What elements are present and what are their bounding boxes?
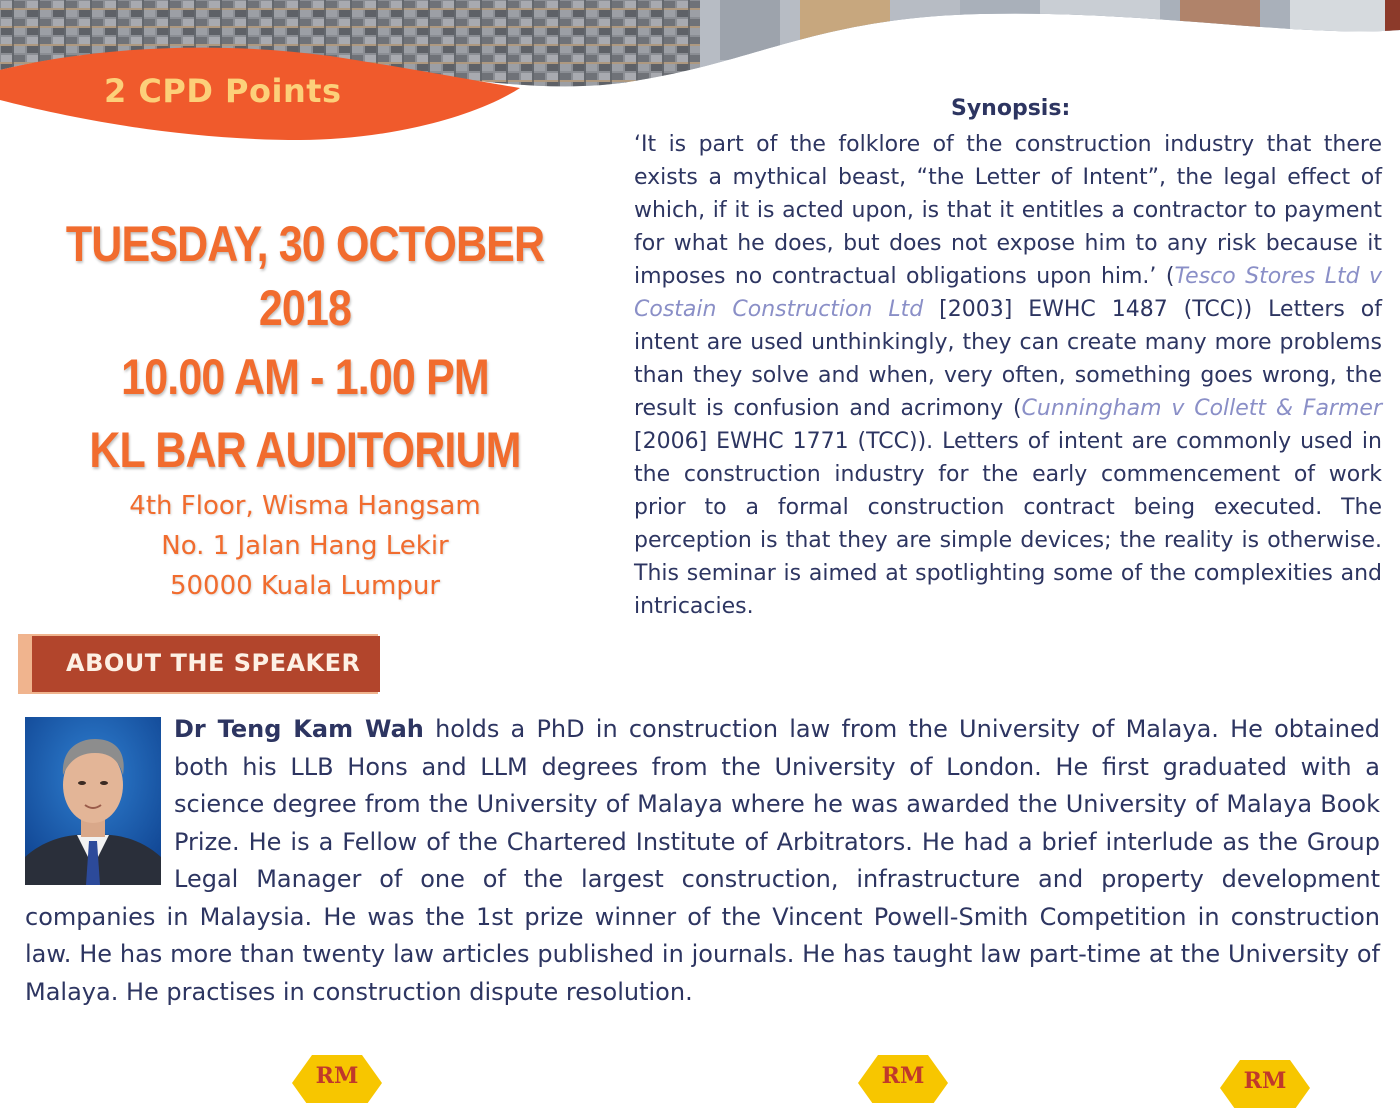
event-date: TUESDAY, 30 OCTOBER 2018 bbox=[65, 216, 545, 336]
speaker-name: Dr Teng Kam Wah bbox=[174, 715, 424, 743]
synopsis-title: Synopsis: bbox=[951, 96, 1071, 121]
speaker-bio-text: holds a PhD in construction law from the University of Malaya. He obtained both his LLB Hons and LLM degrees from the University of London. He first graduated with a science degree from the University of Malaya where he was awarded the University of Malaya Book Prize. He is a Fellow of the Chartered Institute of Arbitrators. He had a brief interlude as the Group Legal Manager of one of the largest construction, infrastructure and property development companies in Malaysia. He was the 1st prize winner of the Vincent Powell-Smith Competition in construction law. He has more than twenty law articles published in journals. He has taught law part-time at the University of Malaya. He practises in construction dispute resolution. bbox=[25, 715, 1381, 1006]
synopsis-body bbox=[634, 128, 1382, 623]
fee-badge-label: RM bbox=[881, 1063, 925, 1089]
event-details bbox=[0, 212, 610, 606]
fee-badge-2 bbox=[858, 1053, 948, 1103]
case-citation-tesco: Tesco Stores Ltd v Costain Construction Ltd bbox=[634, 264, 1383, 322]
event-time: 10.00 AM - 1.00 PM bbox=[121, 349, 489, 405]
fee-badge-1 bbox=[292, 1053, 382, 1103]
about-speaker-label: ABOUT THE SPEAKER bbox=[66, 649, 361, 677]
synopsis-text-2: [2003] EWHC 1487 (TCC)) Letters of intent are used unthinkingly, they can create many more problems than they solve and when, very often, something goes wrong, the result is confusion and acrimony ( bbox=[634, 297, 1383, 421]
address-line-1: 4th Floor, Wisma Hangsam bbox=[129, 491, 481, 521]
event-venue: KL BAR AUDITORIUM bbox=[89, 422, 521, 478]
cpd-points-label: 2 CPD Points bbox=[104, 72, 342, 110]
speaker-bio bbox=[25, 711, 1380, 1011]
fee-badge-3 bbox=[1220, 1058, 1310, 1108]
synopsis-text-3: [2006] EWHC 1771 (TCC)). Letters of intent are commonly used in the construction industry for the early commencement of work prior to a formal construction contract being executed. The perception is that they are simple devices; the reality is otherwise. This seminar is aimed at spotlighting some of the complexities and intricacies. bbox=[634, 429, 1382, 619]
case-citation-cunningham: Cunningham v Collett & Farmer bbox=[1021, 396, 1382, 421]
fee-badge-label: RM bbox=[315, 1063, 359, 1089]
address-line-2: No. 1 Jalan Hang Lekir bbox=[161, 531, 449, 561]
address-line-3: 50000 Kuala Lumpur bbox=[169, 571, 441, 601]
heading-block bbox=[32, 636, 380, 692]
fee-badge-label: RM bbox=[1243, 1068, 1287, 1094]
synopsis-text-1: ‘It is part of the folklore of the construction industry that there exists a mythical beast, “the Letter of Intent”, the legal effect of which, if it is acted upon, is that it entitles a contractor to payment for what he does, but does not expose him to any risk because it imposes no contractual obligations upon him.’ ( bbox=[634, 132, 1382, 289]
about-speaker-heading bbox=[18, 628, 380, 696]
photo-spacer bbox=[25, 711, 174, 891]
